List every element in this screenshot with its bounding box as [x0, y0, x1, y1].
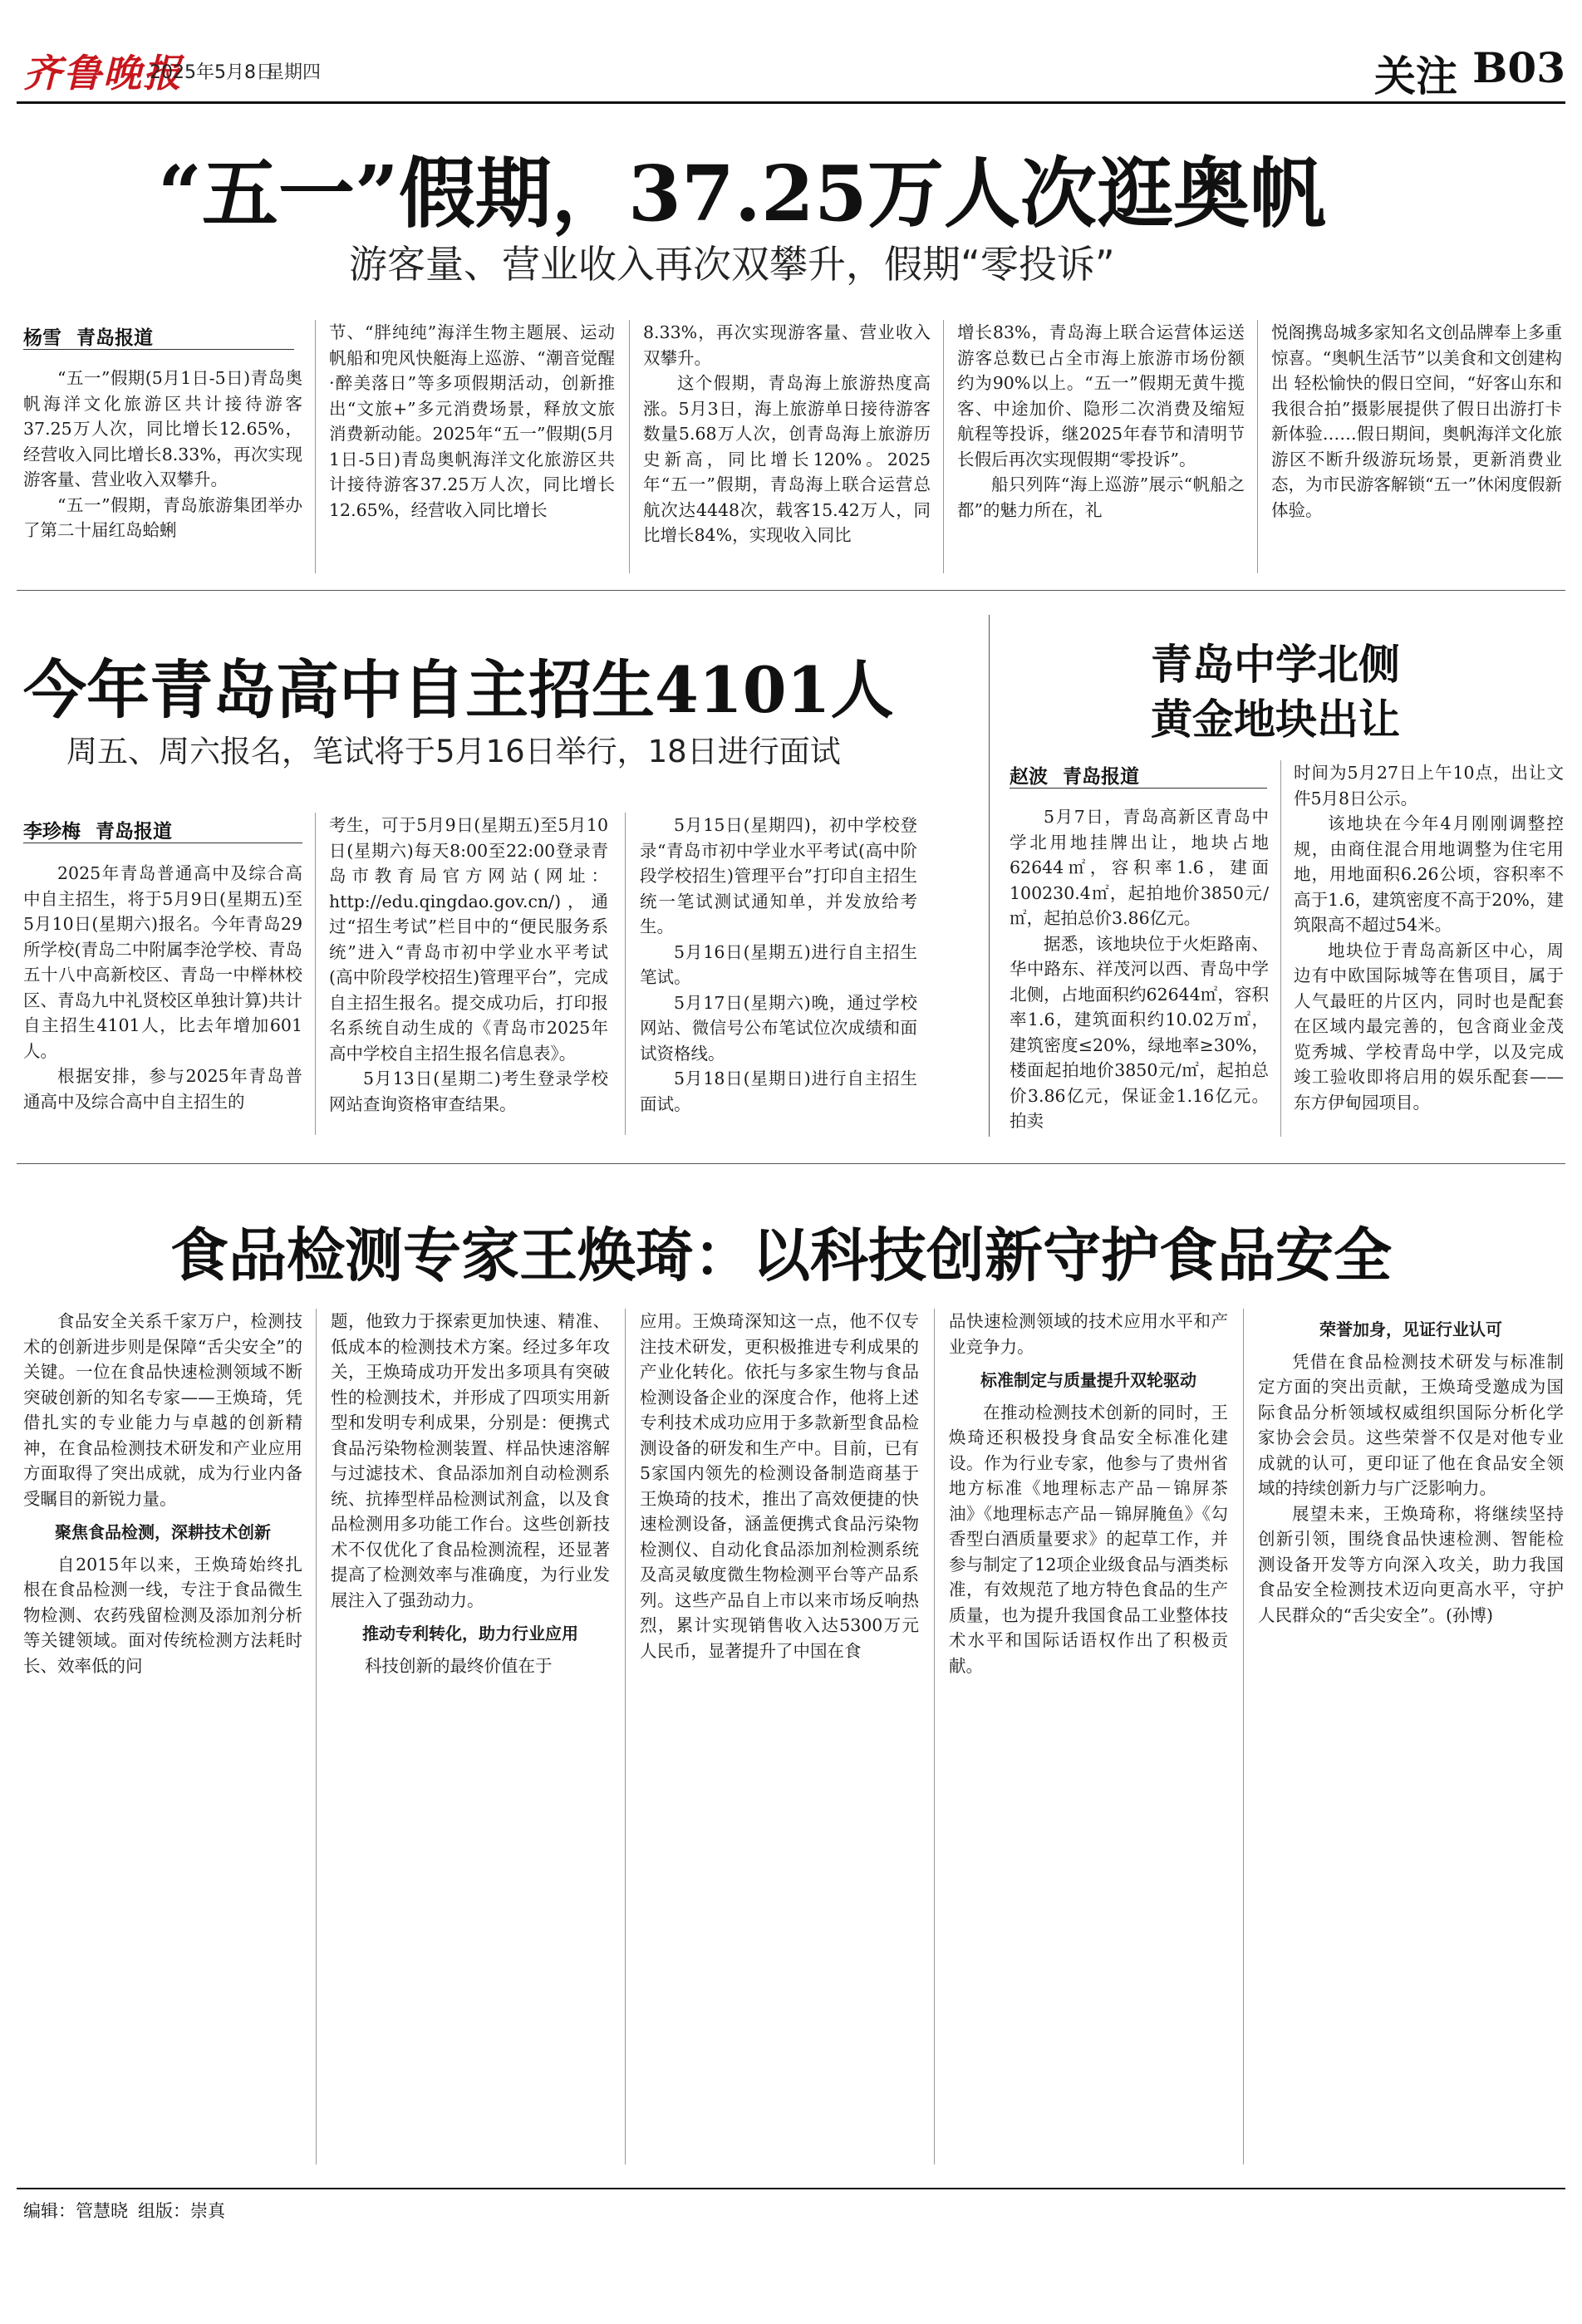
article2-column: [640, 813, 917, 1135]
section-subheading: 荣誉加身，见证行业认可: [1319, 1319, 1502, 1339]
article1-byline-rule: [23, 349, 294, 350]
article1-column: [329, 320, 615, 573]
article3-byline: [1010, 761, 1139, 789]
column-divider: [625, 813, 626, 1135]
column-divider: [629, 320, 630, 573]
masthead-divider: [17, 101, 1565, 104]
paragraph: 食品安全关系千家万户，检测技术的创新进步则是保障“舌尖安全”的关键。一位在食品快速检测领域不断突破创新的知名专家——王焕琦，凭借扎实的专业能力与卓越的创新精神，在食品检测技术研发和产业应用方面取得了突出成就，成为行业内备受瞩目的新锐力量。: [23, 1311, 302, 1509]
paragraph: 科技创新的最终价值在于: [365, 1655, 553, 1676]
article3-column: [1010, 804, 1269, 1137]
article3-byline-rule: [1010, 788, 1267, 789]
paragraph: 2025年青岛普通高中及综合高中自主招生，将于5月9日(星期五)至5月10日(星期六)报名。今年青岛29所学校(青岛二中附属李沧学校、青岛五十八中高新校区、青岛一中榉林校区、青岛九中礼贤校区单独计算)共计自主招生4101人，比去年增加601人。: [23, 863, 302, 1061]
paragraph: 据悉，该地块位于火炬路南、华中路东、祥茂河以西、青岛中学北侧，占地面积约62644㎡，容积率1.6，建筑面积约10.02万㎡，建筑密度≤20%，绿地率≥30%，楼面起拍地价3850元/㎡，起拍总价3.86亿元，保证金1.16亿元。拍卖: [1010, 933, 1269, 1131]
article1-author: 杨雪: [23, 327, 61, 349]
column-divider: [625, 1309, 626, 2164]
paragraph: 5月13日(星期二)考生登录学校网站查询资格审查结果。: [329, 1069, 608, 1114]
section-divider: [17, 590, 1565, 591]
section-name: 关注: [1374, 52, 1457, 101]
paragraph: 凭借在食品检测技术研发与标准制定方面的突出贡献，王焕琦受邀成为国际食品分析领域权威组织国际分析化学家协会会员。这些荣誉不仅是对他专业成就的认可，更印证了他在食品安全领域的持续创新力与广泛影响力。: [1258, 1351, 1564, 1498]
newspaper-logo: 齐鲁晚报: [23, 51, 183, 96]
article4-column: [949, 1309, 1228, 2164]
paragraph: “五一”假期(5月1日-5日)青岛奥帆海洋文化旅游区共计接待游客37.25万人次，同比增长12.65%，经营收入同比增长8.33%，再次实现游客量、营业收入双攀升。: [23, 368, 302, 489]
article2-column: [329, 813, 608, 1135]
article1-subheadline: 游客量、营业收入再次双攀升，假期“零投诉”: [349, 242, 1115, 287]
article4-column: [640, 1309, 919, 2164]
paragraph: “五一”假期，青岛旅游集团举办了第二十届红岛蛤蜊: [23, 494, 302, 540]
column-divider: [315, 813, 316, 1135]
article1-column: [1271, 320, 1562, 573]
paragraph: 地块位于青岛高新区中心，周边有中欧国际城等在售项目，属于人气最旺的片区内，同时也是配套在区域内最完善的，包含商业金茂览秀城、学校青岛中学，以及完成竣工验收即将启用的娱乐配套——东方伊甸园项目。: [1294, 940, 1564, 1113]
article2-author: 李珍梅: [23, 821, 81, 843]
paragraph: 节、“胖纯纯”海洋生物主题展、运动帆船和兜风快艇海上巡游、“潮音觉醒·醉美落日”等多项假期活动，创新推出“文旅+”多元消费场景，释放文旅消费新动能。2025年“五一”假期(5月1日-5日)青岛奥帆海洋文化旅游区共计接待游客37.25万人次，同比增长12.65%，经营收入同比增长: [329, 322, 615, 520]
sidebar-divider: [989, 615, 990, 1137]
editor-credit: 编辑：管慧晓: [23, 2201, 128, 2221]
article1-headline: “五一”假期，37.25万人次逛奥帆: [158, 149, 1326, 238]
paragraph: 品快速检测领域的技术应用水平和产业竞争力。: [949, 1311, 1228, 1357]
section-subheading: 标准制定与质量提升双轮驱动: [980, 1370, 1196, 1390]
paragraph: 这个假期，青岛海上旅游热度高涨。5月3日，海上旅游单日接待游客数量5.68万人次，创青岛海上旅游历史新高，同比增长120%。2025年“五一”假期，青岛海上联合运营总航次达4448次，载客15.42万人，同比增长84%，实现收入同比: [643, 373, 931, 545]
paragraph: 5月15日(星期四)，初中学校登录“青岛市初中学业水平考试(高中阶段学校招生)管理平台”打印自主招生统一笔试测试通知单，并发放给考生。: [640, 815, 917, 936]
article3-headline-line2: 黄金地块出让: [1151, 695, 1400, 744]
paragraph: 悦阁携岛城多家知名文创品牌奉上多重惊喜。“奥帆生活节”以美食和文创建构出 轻松愉快的假日空间，“好客山东和我很合拍”摄影展提供了假日出游打卡新体验……假日期间，奥帆海洋文化旅游区不断升级游玩场景，更新消费业态，为市民游客解锁“五一”休闲度假新体验。: [1271, 322, 1562, 520]
column-divider: [316, 1309, 317, 2164]
article3-column: [1294, 760, 1564, 1137]
column-divider: [1243, 1309, 1244, 2164]
article1-column: [957, 320, 1245, 573]
footer-divider: [17, 2188, 1565, 2189]
issue-date: 2025年5月8日: [150, 62, 274, 83]
article2-subheadline: 周五、周六报名，笔试将于5月16日举行，18日进行面试: [66, 734, 841, 769]
article1-column: [643, 320, 931, 573]
paragraph: 5月16日(星期五)进行自主招生笔试。: [640, 941, 917, 987]
article4-column: [23, 1309, 302, 2164]
article3-author: 赵波: [1010, 766, 1048, 788]
paragraph: 5月17日(星期六)晚，通过学校网站、微信号公布笔试位次成绩和面试资格线。: [640, 992, 917, 1064]
section-subheading: 推动专利转化，助力行业应用: [362, 1624, 578, 1644]
paragraph: 在推动检测技术创新的同时，王焕琦还积极投身食品安全标准化建设。作为行业专家，他参与了贵州省地方标准《地理标志产品－锦屏茶油》《地理标志产品－锦屏腌鱼》《勾香型白酒质量要求》的起草工作，并参与制定了12项企业级食品与酒类标准，有效规范了地方特色食品的生产质量，也为提升我国食品工业整体技术水平和国际话语权作出了积极贡献。: [949, 1402, 1228, 1676]
column-divider: [1257, 320, 1258, 573]
article2-outlet: 青岛报道: [96, 821, 172, 843]
section-divider: [17, 1163, 1565, 1164]
column-divider: [943, 320, 944, 573]
paragraph: 船只列阵“海上巡游”展示“帆船之都”的魅力所在，礼: [957, 474, 1245, 520]
paragraph: 5月7日，青岛高新区青岛中学北用地挂牌出让，地块占地62644㎡，容积率1.6，建面100230.4㎡，起拍地价3850元/㎡，起拍总价3.86亿元。: [1010, 807, 1269, 928]
issue-weekday: 星期四: [266, 62, 322, 83]
article2-column: [23, 861, 302, 1135]
column-divider: [1280, 760, 1281, 1137]
article3-outlet: 青岛报道: [1063, 766, 1139, 788]
article4-headline: 食品检测专家王焕琦：以科技创新守护食品安全: [170, 1221, 1392, 1290]
paragraph: 考生，可于5月9日(星期五)至5月10日(星期六)每天8:00至22:00登录青岛市教育局官方网站(网址：http://edu.qingdao.gov.cn/)，通过“招生考试”栏目中的“便民服务系统”进入“青岛市初中学业水平考试(高中阶段学校招生)管理平台”，完成自主招生报名。提交成功后，打印报名系统自动生成的《青岛市2025年高中学校自主招生报名信息表》。: [329, 815, 608, 1064]
paragraph: 增长83%，青岛海上联合运营体运送游客总数已占全市海上旅游市场份额约为90%以上。“五一”假期无黄牛揽客、中途加价、隐形二次消费及缩短航程等投诉，继2025年春节和清明节长假后再次实现假期“零投诉”。: [957, 322, 1245, 469]
article1-outlet: 青岛报道: [76, 327, 153, 349]
page-number: B03: [1472, 43, 1565, 92]
paragraph: 5月18日(星期日)进行自主招生面试。: [640, 1069, 917, 1114]
section-subheading: 聚焦食品检测，深耕技术创新: [55, 1522, 271, 1542]
paragraph: 8.33%，再次实现游客量、营业收入双攀升。: [643, 322, 931, 368]
article4-column: [331, 1309, 610, 2164]
column-divider: [934, 1309, 935, 2164]
paragraph: 时间为5月27日上午10点，出让文件5月8日公示。: [1294, 763, 1564, 808]
article2-byline: [23, 816, 172, 843]
article3-headline-line1: 青岛中学北侧: [1151, 640, 1400, 689]
paragraph: 自2015年以来，王焕琦始终扎根在食品检测一线，专注于食品微生物检测、农药残留检测及添加剂分析等关键领域。面对传统检测方法耗时长、效率低的问: [23, 1554, 302, 1676]
layout-credit: 组版：崇真: [138, 2201, 225, 2221]
article1-byline: [23, 322, 153, 350]
article2-headline: 今年青岛高中自主招生4101人: [23, 653, 894, 727]
footer-credits: [23, 2198, 235, 2223]
paragraph: 展望未来，王焕琦称，将继续坚持创新引领，围绕食品快速检测、智能检测设备开发等方向深入攻关，助力我国食品安全检测技术迈向更高水平，守护人民群众的“舌尖安全”。(孙博): [1258, 1503, 1564, 1625]
column-divider: [315, 320, 316, 573]
article1-column: [23, 366, 302, 573]
paragraph: 题，他致力于探索更加快速、精准、低成本的检测技术方案。经过多年攻关，王焕琦成功开发出多项具有突破性的检测技术，并形成了四项实用新型和发明专利成果，分别是：便携式食品污染物检测装置、样品快速溶解与过滤技术、食品添加剂自动检测系统、抗捧型样品检测试剂盒，以及食品检测用多功能工作台。这些创新技术不仅优化了食品检测流程，还显著提高了检测效率与准确度，为行业发展注入了强劲动力。: [331, 1311, 610, 1610]
article4-column: [1258, 1309, 1564, 2164]
paragraph: 该地块在今年4月刚刚调整控规，由商住混合用地调整为住宅用地，用地面积6.26公顷，容积率不高于1.6，建筑密度不高于20%，建筑限高不超过54米。: [1294, 813, 1564, 935]
paragraph: 根据安排，参与2025年青岛普通高中及综合高中自主招生的: [23, 1066, 302, 1112]
paragraph: 应用。王焕琦深知这一点，他不仅专注技术研发，更积极推进专利成果的产业化转化。依托与多家生物与食品检测设备企业的深度合作，他将上述专利技术成功应用于多款新型食品检测设备的研发和生产中。目前，已有5家国内领先的检测设备制造商基于王焕琦的技术，推出了高效便捷的快速检测设备，涵盖便携式食品污染物检测仪、自动化食品添加剂检测系统及高灵敏度微生物检测平台等产品系列。这些产品自上市以来市场反响热烈，累计实现销售收入达5300万元人民币，显著提升了中国在食: [640, 1311, 919, 1661]
